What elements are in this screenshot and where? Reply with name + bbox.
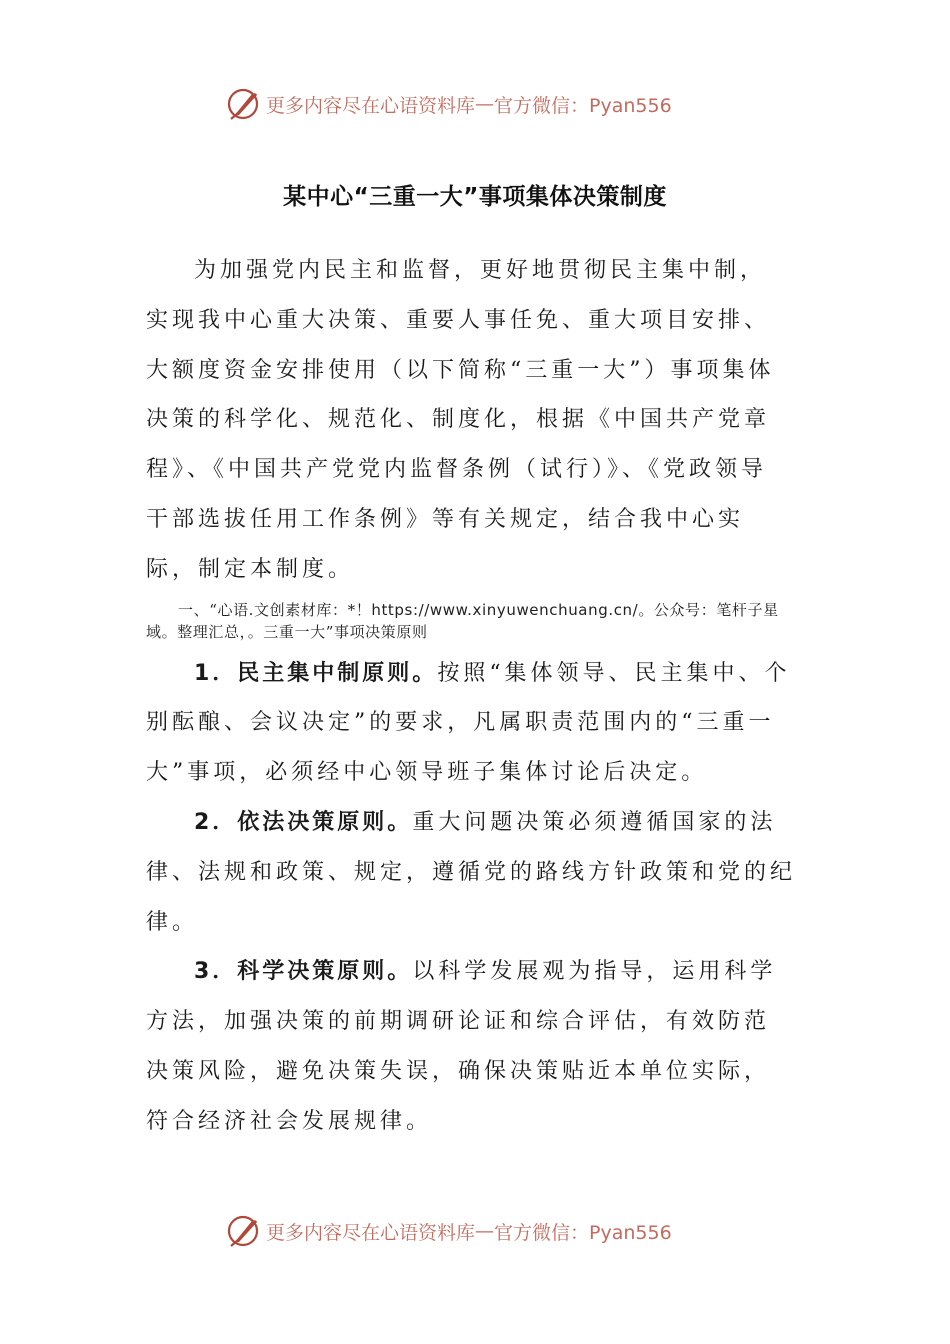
principle-paragraph [146,798,806,947]
footer-banner [226,1211,746,1251]
quill-logo-icon [226,1213,262,1249]
document-body [146,246,806,1147]
banner-wechat: 官方微信：Pyan556 [494,1221,672,1244]
banner-dash: — [475,93,495,115]
document-title: 某中心“三重一大”事项集体决策制度 [283,184,667,210]
quill-logo-icon [226,86,262,122]
banner-dash: — [475,1220,495,1242]
principle-paragraph [146,649,806,798]
principle-lead: 3．科学决策原则。 [194,959,413,985]
banner-wechat: 官方微信：Pyan556 [494,94,672,117]
principle-paragraph [146,947,786,1146]
note-prefix: 一、“心语.文创素材库：*！ [178,600,372,619]
banner-text: 更多内容尽在心语资料库 [266,1221,476,1244]
banner-text: 更多内容尽在心语资料库 [266,94,476,117]
source-note [146,599,796,643]
principle-lead: 1．民主集中制原则。 [194,660,438,686]
principle-text: 按照“集体领导、民主集中、个别酝酿、会议决定”的要求，凡属职责范围内的“三重一大”事项，必须经中心领导班子集体讨论后决定。 [146,660,791,786]
header-banner [226,84,746,124]
intro-paragraph: 为加强党内民主和监督，更好地贯彻民主集中制，实现我中心重大决策、重要人事任免、重大项目安排、大额度资金安排使用（以下简称“三重一大”）事项集体决策的科学化、规范化、制度化，根据《中国共产党章程》、《中国共产党党内监督条例（试行）》、《党政领导干部选拔任用工作条例》等有关规定，结合我中心实际，制定本制度。 [146,258,775,582]
note-url: https://www.xinyuwenchuang.cn/ [371,600,639,619]
note-suffix: 。公众号：笔杆子星域。整理汇总，。三重一大”事项决策原则 [146,600,779,641]
principle-text: 以科学发展观为指导，运用科学方法，加强决策的前期调研论证和综合评估，有效防范决策风险，避免决策失误，确保决策贴近本单位实际，符合经济社会发展规律。 [146,959,777,1134]
principle-text: 重大问题决策必须遵循国家的法律、法规和政策、规定，遵循党的路线方针政策和党的纪律。 [146,809,797,935]
principle-lead: 2．依法决策原则。 [194,809,413,835]
